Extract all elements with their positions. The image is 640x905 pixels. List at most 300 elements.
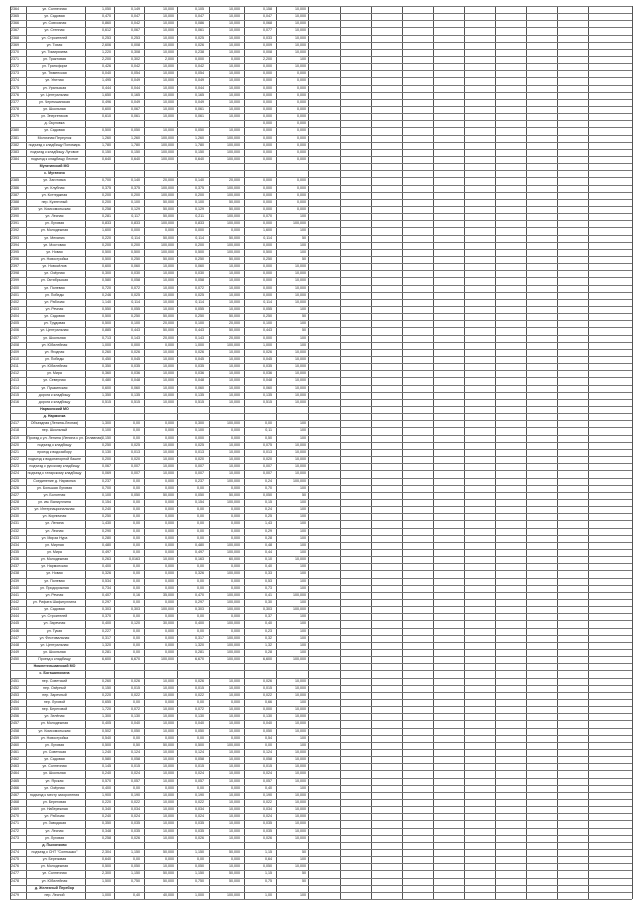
row-number: 2419 xyxy=(11,435,19,440)
value-cell: 0,240 xyxy=(102,507,111,512)
value-cell: 0,000 xyxy=(263,292,272,297)
value-cell: 100,000 xyxy=(227,635,240,640)
value-cell: 0,00 xyxy=(133,507,140,512)
value-cell: 0,057 xyxy=(263,778,272,783)
table-row xyxy=(10,585,371,592)
value-cell: 0,000 xyxy=(263,149,272,154)
street-name: ул. Ягодная xyxy=(44,349,65,354)
value-cell: 10,000 xyxy=(229,799,240,804)
street-name: Проезд к ул. Ленина (Ленина к ул. Сплавная) xyxy=(27,435,103,440)
value-cell: 0,580 xyxy=(102,278,111,283)
value-cell: 6,670 xyxy=(195,657,204,662)
value-cell: 0,24 xyxy=(265,478,272,483)
value-cell: 0,145 xyxy=(102,764,111,769)
value-cell: 0,067 xyxy=(131,107,140,112)
value-cell: 100 xyxy=(300,785,306,790)
value-cell: 0,060 xyxy=(131,264,140,269)
table-row xyxy=(10,127,371,134)
value-cell: 0,29 xyxy=(265,528,272,533)
value-cell: 0,024 xyxy=(263,771,272,776)
table-row xyxy=(10,27,371,34)
value-cell: 0,045 xyxy=(263,357,272,362)
table-row xyxy=(10,685,371,692)
value-cell: 100 xyxy=(300,735,306,740)
value-cell: 50 xyxy=(302,235,306,240)
value-cell: 0,042 xyxy=(131,64,140,69)
value-cell: 10,000 xyxy=(163,378,174,383)
table-row xyxy=(10,506,371,513)
value-cell: 0,000 xyxy=(165,549,174,554)
value-cell: 1,260 xyxy=(131,135,140,140)
value-cell: 10,000 xyxy=(295,692,306,697)
table-row xyxy=(10,549,371,556)
street-name: ул. Ярская xyxy=(45,778,64,783)
value-cell: 0,00 xyxy=(265,421,272,426)
value-cell: 0,000 xyxy=(231,485,240,490)
street-name: ул. Юбилейная xyxy=(41,342,68,347)
street-name: ул. Молодежная xyxy=(40,721,69,726)
row-number: 2452 xyxy=(11,685,19,690)
value-cell: 100 xyxy=(300,699,306,704)
value-cell: 0,00 xyxy=(133,435,140,440)
value-cell: 0,040 xyxy=(195,721,204,726)
street-name: ул. Северная xyxy=(43,378,66,383)
street-name: пер. Школьный xyxy=(41,428,68,433)
street-name: ул. Тюменская xyxy=(42,71,67,76)
street-name: ул. Новостройка xyxy=(40,735,69,740)
value-cell: 0,000 xyxy=(297,192,306,197)
value-cell: 100 xyxy=(300,621,306,626)
value-cell: 1,000 xyxy=(195,892,204,897)
value-cell: 1,260 xyxy=(102,135,111,140)
street-name: ул. Совхозная xyxy=(42,21,67,26)
street-name: ул. Кирпичная xyxy=(42,514,67,519)
value-cell: 10,000 xyxy=(295,828,306,833)
value-cell: 0,303 xyxy=(131,607,140,612)
value-cell: 0,020 xyxy=(131,457,140,462)
row-number: 2390 xyxy=(11,214,19,219)
value-cell: 10,000 xyxy=(163,449,174,454)
row-number: 2473 xyxy=(11,835,19,840)
value-cell: 10,000 xyxy=(163,128,174,133)
value-cell: 0,067 xyxy=(102,464,111,469)
value-cell: 0,540 xyxy=(102,735,111,740)
value-cell: 0,000 xyxy=(263,242,272,247)
value-cell: 0,000 xyxy=(297,78,306,83)
value-cell: 0,072 xyxy=(131,285,140,290)
value-cell: 0,000 xyxy=(263,128,272,133)
value-cell: 0,150 xyxy=(131,149,140,154)
table-row xyxy=(10,713,371,720)
grid-column-line xyxy=(402,6,403,899)
row-number: 2364 xyxy=(11,7,19,11)
value-cell: 10,000 xyxy=(163,371,174,376)
value-cell: 50,000 xyxy=(163,492,174,497)
value-cell: 0,050 xyxy=(263,492,272,497)
value-cell: 10,000 xyxy=(295,392,306,397)
row-number: 2384 xyxy=(11,157,19,162)
table-row xyxy=(10,20,371,27)
street-name: подъезд к кладбищу Луговое xyxy=(30,149,79,154)
value-cell: 10,000 xyxy=(229,28,240,33)
value-cell: 0,00 xyxy=(197,564,204,569)
value-cell: 0,360 xyxy=(102,371,111,376)
value-cell: 0,326 xyxy=(102,571,111,576)
value-cell: 50,000 xyxy=(163,207,174,212)
row-number: 2402 xyxy=(11,299,19,304)
value-cell: 0,302 xyxy=(131,57,140,61)
table-row xyxy=(10,13,371,20)
table-row xyxy=(10,56,371,63)
value-cell: 10,000 xyxy=(295,714,306,719)
value-cell: 10,000 xyxy=(229,14,240,19)
value-cell: 0,058 xyxy=(131,278,140,283)
value-cell: 100 xyxy=(300,614,306,619)
value-cell: 10,000 xyxy=(163,364,174,369)
value-cell: 0,000 xyxy=(131,228,140,233)
street-name: ул. Березовая xyxy=(42,857,67,862)
value-cell: 0,124 xyxy=(263,749,272,754)
street-name: ул. Заводская xyxy=(42,821,67,826)
value-cell: 0,007 xyxy=(195,464,204,469)
grid-row-line xyxy=(10,899,632,900)
value-cell: 0,150 xyxy=(102,685,111,690)
row-number: 2471 xyxy=(11,821,19,826)
value-cell: 0,048 xyxy=(263,378,272,383)
table-row xyxy=(10,449,371,456)
value-cell: 0,000 xyxy=(297,128,306,133)
row-number: 2446 xyxy=(11,628,19,633)
value-cell: 0,000 xyxy=(297,149,306,154)
value-cell: 10,000 xyxy=(229,678,240,683)
value-cell: 10,000 xyxy=(229,757,240,762)
value-cell: 0,117 xyxy=(131,214,140,219)
value-cell: 100,000 xyxy=(227,657,240,662)
table-row xyxy=(10,728,371,735)
value-cell: 10,000 xyxy=(295,285,306,290)
value-cell: 0,060 xyxy=(263,385,272,390)
value-cell: 0,007 xyxy=(131,464,140,469)
value-cell: 0,260 xyxy=(102,678,111,683)
value-cell: 1,220 xyxy=(102,49,111,54)
row-number: 2370 xyxy=(11,49,19,54)
street-name: д. Окуловка xyxy=(44,121,65,126)
value-cell: 50 xyxy=(302,314,306,319)
value-cell: 0,035 xyxy=(263,821,272,826)
street-name: ул. Болотная xyxy=(43,492,66,497)
row-number: 2392 xyxy=(11,228,19,233)
value-cell: 100,000 xyxy=(161,249,174,254)
value-cell: 10,000 xyxy=(229,442,240,447)
row-number: 2443 xyxy=(11,607,19,612)
value-cell: 0,086 xyxy=(195,21,204,26)
row-number: 2408 xyxy=(11,342,19,347)
value-cell: 10,000 xyxy=(295,678,306,683)
value-cell: 0,250 xyxy=(263,314,272,319)
row-number: 2427 xyxy=(11,492,19,497)
value-cell: 0,340 xyxy=(102,807,111,812)
street-name: ул. Клубная xyxy=(44,185,65,190)
value-cell: 0,00 xyxy=(133,578,140,583)
value-cell: 10,000 xyxy=(295,464,306,469)
street-name: ул. Школьная xyxy=(43,335,66,340)
value-cell: 0,000 xyxy=(231,507,240,512)
value-cell: 0,000 xyxy=(165,535,174,540)
value-cell: 50,000 xyxy=(163,314,174,319)
value-cell: 0,015 xyxy=(263,685,272,690)
row-number: 2432 xyxy=(11,528,19,533)
value-cell: 0,190 xyxy=(263,792,272,797)
value-cell: 10,000 xyxy=(229,292,240,297)
value-cell: 0,54 xyxy=(265,735,272,740)
value-cell: 1,780 xyxy=(195,142,204,147)
value-cell: 1,15 xyxy=(265,849,272,854)
value-cell: 0,00 xyxy=(133,628,140,633)
row-number: 2393 xyxy=(11,235,19,240)
table-row xyxy=(10,792,371,799)
value-cell: 50 xyxy=(302,871,306,876)
row-number: 2447 xyxy=(11,635,19,640)
street-name: Соединение д. Нармонка xyxy=(33,478,76,483)
value-cell: 0,497 xyxy=(102,549,111,554)
value-cell: 10,000 xyxy=(229,792,240,797)
row-number: 2368 xyxy=(11,35,19,40)
value-cell: 10,000 xyxy=(295,721,306,726)
value-cell: 0,114 xyxy=(131,235,140,240)
value-cell: 0,024 xyxy=(131,771,140,776)
street-name: ул. Солнечная xyxy=(42,7,67,11)
value-cell: 0,020 xyxy=(195,457,204,462)
street-name: ул. Школьная xyxy=(43,649,66,654)
table-row xyxy=(10,778,371,785)
table-row xyxy=(10,320,371,327)
value-cell: 50,000 xyxy=(229,314,240,319)
value-cell: 0,500 xyxy=(102,128,111,133)
value-cell: 0,000 xyxy=(165,485,174,490)
value-cell: 0,860 xyxy=(102,21,111,26)
table-row xyxy=(10,120,371,127)
value-cell: 0,150 xyxy=(102,149,111,154)
value-cell: 0,000 xyxy=(195,57,204,61)
table-row xyxy=(10,385,371,392)
value-cell: 0,750 xyxy=(131,878,140,883)
value-cell: 50,000 xyxy=(229,199,240,204)
value-cell: 10,000 xyxy=(295,64,306,69)
value-cell: 100 xyxy=(300,742,306,747)
street-name: ул. им. Валиуллина xyxy=(38,499,71,504)
value-cell: 0,240 xyxy=(102,814,111,819)
value-cell: 0,200 xyxy=(102,199,111,204)
value-cell: 0,120 xyxy=(131,621,140,626)
value-cell: 0,000 xyxy=(263,135,272,140)
value-cell: 0,253 xyxy=(102,35,111,40)
value-cell: 100 xyxy=(300,321,306,326)
street-name: ул. Молодежная xyxy=(40,228,69,233)
row-number: 2413 xyxy=(11,378,19,383)
table-row xyxy=(10,635,371,642)
street-name: ул. Строителей xyxy=(41,35,68,40)
value-cell: 10,000 xyxy=(229,49,240,54)
table-row xyxy=(10,199,371,206)
value-cell: 1,720 xyxy=(102,707,111,712)
street-name: пер. Кузнечный xyxy=(41,199,68,204)
value-cell: 0,250 xyxy=(195,314,204,319)
value-cell: 1,32 xyxy=(265,642,272,647)
row-number: 2378 xyxy=(11,107,19,112)
value-cell: 0,000 xyxy=(165,521,174,526)
value-cell: 10,000 xyxy=(295,449,306,454)
value-cell: 0,370 xyxy=(102,614,111,619)
value-cell: 2,300 xyxy=(102,871,111,876)
value-cell: 1,500 xyxy=(102,878,111,883)
street-name: ул. Уральская xyxy=(42,85,67,90)
value-cell: 0,026 xyxy=(131,678,140,683)
table-row xyxy=(10,828,371,835)
value-cell: 100,000 xyxy=(227,242,240,247)
row-number: 2430 xyxy=(11,514,19,519)
value-cell: 10,000 xyxy=(229,778,240,783)
value-cell: 0,026 xyxy=(263,349,272,354)
value-cell: 0,73 xyxy=(265,585,272,590)
value-cell: 100 xyxy=(300,499,306,504)
value-cell: 100 xyxy=(300,335,306,340)
value-cell: 0,049 xyxy=(195,78,204,83)
row-number: 2477 xyxy=(11,871,19,876)
value-cell: 0,025 xyxy=(195,35,204,40)
value-cell: 0,00 xyxy=(133,649,140,654)
value-cell: 50,000 xyxy=(229,235,240,240)
value-cell: 100,000 xyxy=(227,135,240,140)
value-cell: 0,007 xyxy=(131,471,140,476)
value-cell: 10,000 xyxy=(229,92,240,97)
row-number: 2423 xyxy=(11,464,19,469)
street-name: ул. Коттеджная xyxy=(41,192,68,197)
value-cell: 0,077 xyxy=(263,28,272,33)
value-cell: 0,000 xyxy=(231,514,240,519)
value-cell: 10,000 xyxy=(163,85,174,90)
row-number: 2388 xyxy=(11,199,19,204)
value-cell: 0,655 xyxy=(102,699,111,704)
value-cell: 0,015 xyxy=(131,764,140,769)
table-row xyxy=(10,470,371,477)
value-cell: 0,042 xyxy=(131,21,140,26)
value-cell: 0,500 xyxy=(102,864,111,869)
row-number: 2453 xyxy=(11,692,19,697)
value-cell: 0,020 xyxy=(263,457,272,462)
value-cell: 0,130 xyxy=(131,714,140,719)
street-name: Нижнетельминский МО xyxy=(33,664,76,669)
table-row xyxy=(10,63,371,70)
table-row xyxy=(10,785,371,792)
value-cell: 0,058 xyxy=(263,757,272,762)
table-row xyxy=(10,85,371,92)
value-cell: 0,047 xyxy=(131,14,140,19)
value-cell: 6,600 xyxy=(102,657,111,662)
value-cell: 10,000 xyxy=(163,792,174,797)
table-row xyxy=(10,342,371,349)
value-cell: 0,350 xyxy=(102,821,111,826)
table-row xyxy=(10,427,371,434)
value-cell: 0,035 xyxy=(195,364,204,369)
row-number: 2366 xyxy=(11,21,19,26)
value-cell: 0,100 xyxy=(195,199,204,204)
value-cell: 10,000 xyxy=(163,42,174,47)
value-cell: 0,000 xyxy=(297,121,306,126)
table-row xyxy=(10,213,371,220)
value-cell: 50 xyxy=(302,878,306,883)
value-cell: 50,000 xyxy=(163,878,174,883)
value-cell: 1,350 xyxy=(102,392,111,397)
value-cell: 0,033 xyxy=(263,35,272,40)
table-row xyxy=(10,106,371,113)
value-cell: 0,500 xyxy=(195,742,204,747)
value-cell: 0,055 xyxy=(263,307,272,312)
value-cell: 100,000 xyxy=(227,642,240,647)
value-cell: 10,000 xyxy=(295,771,306,776)
value-cell: 0,054 xyxy=(195,71,204,76)
value-cell: 10,000 xyxy=(163,292,174,297)
section-header-row xyxy=(10,842,371,849)
table-row xyxy=(10,113,371,120)
table-row xyxy=(10,327,371,334)
value-cell: 0,000 xyxy=(297,199,306,204)
row-number: 2367 xyxy=(11,28,19,33)
table-row xyxy=(10,749,371,756)
value-cell: 0,100 xyxy=(131,199,140,204)
section-header-row xyxy=(10,663,371,670)
row-number: 2433 xyxy=(11,535,19,540)
table-row xyxy=(10,363,371,370)
row-number: 2404 xyxy=(11,314,19,319)
row-number: 2391 xyxy=(11,221,19,226)
table-row xyxy=(10,185,371,192)
table-row xyxy=(10,349,371,356)
value-cell: 10,000 xyxy=(295,778,306,783)
value-cell: 0,000 xyxy=(263,199,272,204)
grid-column-line xyxy=(526,6,527,899)
value-cell: 0,640 xyxy=(102,157,111,162)
value-cell: 0,00 xyxy=(133,635,140,640)
value-cell: 0,000 xyxy=(165,785,174,790)
street-name: ул. Солнечная xyxy=(42,764,67,769)
value-cell: 10,000 xyxy=(295,471,306,476)
value-cell: 0,400 xyxy=(102,621,111,626)
value-cell: 10,000 xyxy=(295,14,306,19)
value-cell: 10,000 xyxy=(163,49,174,54)
value-cell: 0,190 xyxy=(195,792,204,797)
value-cell: 10,000 xyxy=(163,307,174,312)
row-number: 2435 xyxy=(11,549,19,554)
value-cell: 100,000 xyxy=(293,607,306,612)
value-cell: 0,375 xyxy=(102,185,111,190)
table-row xyxy=(10,649,371,656)
value-cell: 0,23 xyxy=(265,628,272,633)
value-cell: 0,013 xyxy=(263,449,272,454)
table-row xyxy=(10,820,371,827)
value-cell: 0,000 xyxy=(131,342,140,347)
street-name: подъезд к русскому кладбищу xyxy=(29,464,80,469)
value-cell: 0,444 xyxy=(102,85,111,90)
value-cell: 100,000 xyxy=(161,149,174,154)
value-cell: 0,060 xyxy=(195,264,204,269)
value-cell: 1,15 xyxy=(265,871,272,876)
value-cell: 0,480 xyxy=(102,378,111,383)
street-name: ул. Центральная xyxy=(40,642,69,647)
value-cell: 0,200 xyxy=(102,242,111,247)
value-cell: 10,000 xyxy=(295,749,306,754)
row-number: 2442 xyxy=(11,599,19,604)
value-cell: 0,237 xyxy=(102,478,111,483)
